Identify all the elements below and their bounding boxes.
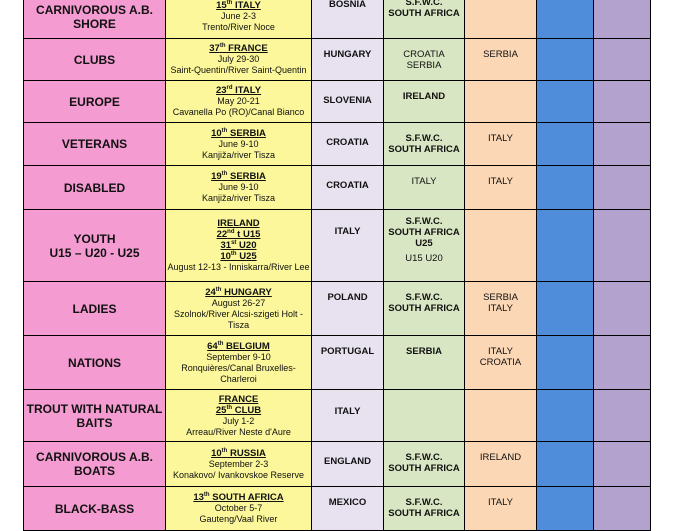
gold-line: IRELAND: [402, 91, 446, 102]
event-name-line: U15 – U20 - U25: [49, 245, 140, 260]
purple-cell: [594, 282, 651, 336]
purple-cell: [594, 487, 651, 531]
gold-cell: [384, 123, 465, 166]
gold-cell: [384, 210, 465, 282]
table-row: [24, 0, 651, 39]
gold-cell: [384, 336, 465, 390]
venue-line: Konakovo/ Ivankovskoe Reserve: [172, 469, 305, 480]
silver-cell: [465, 81, 537, 123]
venue-cell: [166, 0, 312, 39]
event-name-line: BLACK-BASS: [54, 501, 135, 516]
organizer-cell: CROATIA: [312, 123, 384, 166]
silver-cell: [465, 336, 537, 390]
event-name-line: BAITS: [76, 415, 113, 430]
blue-cell: [537, 81, 594, 123]
silver-line: ITALY: [488, 497, 513, 508]
event-name-line: YOUTH: [73, 231, 116, 246]
event-name-cell: [24, 81, 166, 123]
gold-cell: [384, 390, 465, 442]
venue-line: Kanjiža/river Tisza: [201, 149, 276, 160]
gold-line: SOUTH AFRICA: [388, 303, 460, 314]
gold-line: S.F.W.C.: [405, 216, 443, 227]
venue-cell: [166, 166, 312, 210]
organizer-cell: BOSNIA: [312, 0, 384, 39]
table-row: [24, 487, 651, 531]
venue-cell: [166, 442, 312, 487]
gold-line: S.F.W.C.: [405, 452, 443, 463]
venue-cell: [166, 39, 312, 81]
venue-line: Ronquières/Canal Bruxelles-: [181, 362, 296, 373]
silver-cell: [465, 210, 537, 282]
venue-cell: [166, 123, 312, 166]
venue-line: August 12-13 - Inniskarra/River Lee: [167, 262, 310, 272]
venue-edition: FRANCE: [218, 393, 259, 405]
event-name-cell: [24, 390, 166, 442]
event-name-line: SHORE: [73, 16, 116, 31]
table-row: [24, 282, 651, 336]
blue-cell: [537, 123, 594, 166]
blue-cell: [537, 210, 594, 282]
blue-cell: [537, 442, 594, 487]
venue-line: June 2-3: [220, 11, 257, 21]
blue-cell: [537, 336, 594, 390]
gold-extra: U15 U20: [405, 253, 443, 264]
event-name-line: CARNIVOROUS A.B.: [36, 2, 153, 17]
gold-line: SOUTH AFRICA: [388, 8, 460, 19]
silver-cell: [465, 166, 537, 210]
gold-cell: [384, 442, 465, 487]
purple-cell: [594, 390, 651, 442]
venue-line: Szolnok/River Alcsi-szigeti Holt -: [173, 308, 304, 319]
venue-line: Arreau/River Neste d'Aure: [186, 426, 291, 437]
venue-line: June 9-10: [218, 182, 259, 192]
silver-line: ITALY: [488, 346, 513, 357]
venue-edition: IRELAND: [217, 218, 260, 229]
gold-line: SOUTH AFRICA: [388, 144, 460, 155]
event-name-line: CARNIVOROUS A.B.: [36, 450, 153, 464]
silver-line: ITALY: [488, 303, 513, 314]
silver-line: SERBIA: [483, 292, 518, 303]
venue-line: Tisza: [227, 319, 250, 330]
gold-line: CROATIA: [403, 49, 445, 60]
purple-cell: [594, 166, 651, 210]
venue-edition: 13th SOUTH AFRICA: [193, 491, 284, 503]
silver-line: ITALY: [488, 176, 513, 187]
purple-cell: [594, 210, 651, 282]
venue-line: October 5-7: [214, 503, 263, 513]
venue-line: September 2-3: [208, 458, 269, 469]
venue-edition: 37th FRANCE: [209, 42, 268, 54]
gold-line: ITALY: [411, 176, 437, 187]
organizer-cell: PORTUGAL: [312, 336, 384, 390]
venue-cell: [166, 282, 312, 336]
gold-line: S.F.W.C.: [405, 0, 443, 8]
purple-cell: [594, 123, 651, 166]
table-row: [24, 123, 651, 166]
event-name-line: LADIES: [72, 301, 117, 316]
purple-cell: [594, 0, 651, 39]
blue-cell: [537, 0, 594, 39]
purple-cell: [594, 336, 651, 390]
venue-cell: [166, 390, 312, 442]
venue-sub-edition: 25th CLUB: [215, 404, 262, 416]
gold-cell: [384, 282, 465, 336]
purple-cell: [594, 39, 651, 81]
venue-line: Gauteng/Vaal River: [199, 514, 278, 524]
blue-cell: [537, 390, 594, 442]
gold-line: SOUTH AFRICA: [388, 508, 460, 519]
venue-edition: 10th SERBIA: [211, 127, 266, 139]
gold-line: SOUTH AFRICA: [388, 227, 460, 238]
event-name-line: EUROPE: [69, 94, 120, 109]
gold-line: SERBIA: [406, 346, 442, 357]
blue-cell: [537, 166, 594, 210]
table-row: [24, 81, 651, 123]
organizer-cell: POLAND: [312, 282, 384, 336]
venue-line: Cavanella Po (RO)/Canal Bianco: [172, 107, 305, 117]
event-name-line: BOATS: [73, 464, 116, 478]
organizer-cell: ITALY: [312, 390, 384, 442]
venue-line: August 26-27: [211, 297, 266, 308]
gold-line: U25: [415, 238, 433, 249]
venue-edition: 24th HUNGARY: [205, 286, 272, 298]
venue-line: June 9-10: [218, 138, 259, 149]
venue-edition: 23rd ITALY: [215, 84, 262, 96]
venue-sub-edition: 31st U20: [220, 239, 257, 251]
organizer-cell: MEXICO: [312, 487, 384, 531]
event-name-cell: [24, 0, 166, 39]
event-name-line: CLUBS: [73, 52, 116, 67]
silver-cell: [465, 0, 537, 39]
venue-line: Trento/River Noce: [202, 22, 275, 32]
table-row: [24, 210, 651, 282]
event-name-line: NATIONS: [67, 355, 122, 370]
silver-line: SERBIA: [483, 49, 518, 60]
event-name-line: DISABLED: [63, 180, 126, 195]
venue-sub-edition: 10th U25: [220, 250, 257, 262]
gold-line: S.F.W.C.: [405, 497, 443, 508]
gold-line: S.F.W.C.: [405, 292, 443, 303]
venue-cell: [166, 210, 312, 282]
event-name-cell: [24, 442, 166, 487]
venue-sub-edition: 22nd t U15: [216, 228, 261, 240]
event-name-cell: [24, 282, 166, 336]
silver-cell: [465, 282, 537, 336]
venue-line: Charleroi: [220, 373, 257, 384]
table-row: [24, 442, 651, 487]
event-name-line: VETERANS: [61, 137, 128, 151]
event-name-cell: [24, 336, 166, 390]
venue-line: July 1-2: [222, 415, 255, 426]
event-name-cell: [24, 39, 166, 81]
organizer-cell: SLOVENIA: [312, 81, 384, 123]
gold-cell: [384, 81, 465, 123]
purple-cell: [594, 442, 651, 487]
organizer-cell: HUNGARY: [312, 39, 384, 81]
venue-line: July 29-30: [217, 54, 260, 64]
venue-line: Saint-Quentin/River Saint-Quentin: [170, 65, 307, 75]
venue-line: September 9-10: [206, 351, 271, 362]
silver-line: CROATIA: [479, 357, 522, 368]
event-name-cell: [24, 123, 166, 166]
gold-cell: [384, 487, 465, 531]
venue-edition: 19th SERBIA: [211, 170, 266, 182]
blue-cell: [537, 282, 594, 336]
venue-cell: [166, 487, 312, 531]
silver-cell: [465, 442, 537, 487]
event-name-cell: [24, 487, 166, 531]
gold-cell: [384, 166, 465, 210]
venue-line: Kanjiža/river Tisza: [201, 193, 276, 203]
gold-line: SERBIA: [406, 60, 442, 71]
event-name-line: TROUT WITH NATURAL: [26, 401, 163, 416]
venue-edition: 10th RUSSIA: [211, 447, 266, 459]
venue-edition: 15th ITALY: [216, 0, 261, 11]
silver-line: ITALY: [488, 133, 513, 144]
table-row: [24, 166, 651, 210]
silver-cell: [465, 123, 537, 166]
organizer-cell: CROATIA: [312, 166, 384, 210]
silver-line: IRELAND: [479, 452, 522, 463]
table-row: [24, 39, 651, 81]
silver-cell: [465, 390, 537, 442]
gold-line: S.F.W.C.: [405, 133, 443, 144]
organizer-cell: ENGLAND: [312, 442, 384, 487]
silver-cell: [465, 487, 537, 531]
venue-cell: [166, 81, 312, 123]
silver-cell: [465, 39, 537, 81]
event-name-cell: [24, 166, 166, 210]
championships-table: [23, 0, 651, 531]
venue-line: May 20-21: [217, 96, 260, 106]
gold-line: SOUTH AFRICA: [388, 463, 460, 474]
organizer-cell: ITALY: [312, 210, 384, 282]
gold-cell: [384, 0, 465, 39]
table-row: [24, 390, 651, 442]
event-name-cell: [24, 210, 166, 282]
blue-cell: [537, 39, 594, 81]
purple-cell: [594, 81, 651, 123]
venue-edition: 64th BELGIUM: [207, 340, 270, 352]
gold-cell: [384, 39, 465, 81]
venue-cell: [166, 336, 312, 390]
table-row: [24, 336, 651, 390]
blue-cell: [537, 487, 594, 531]
